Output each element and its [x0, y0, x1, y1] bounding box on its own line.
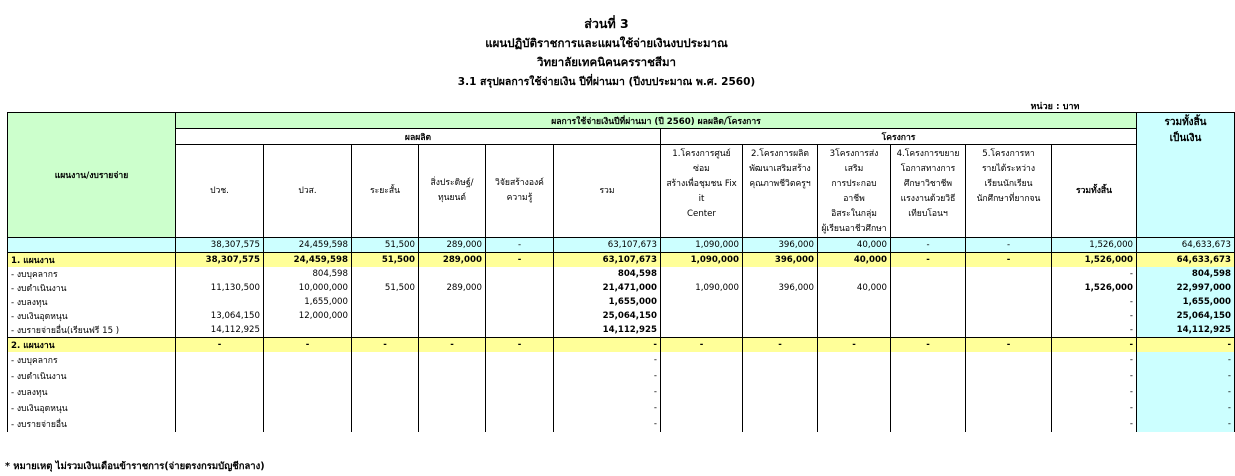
table-cell: -	[966, 238, 1052, 253]
table-cell	[966, 368, 1052, 384]
plan-column-header: แผนงาน/งบรายจ่าย	[8, 113, 176, 238]
table-cell: 1,655,000	[264, 295, 352, 309]
table-cell	[891, 416, 966, 432]
table-cell: 14,112,925	[176, 323, 264, 338]
document-titles	[0, 14, 1213, 92]
col-header-project-5: 5.โครงการหา รายได้ระหว่าง เรียนนักเรียน นักศึกษาที่ยากจน	[966, 145, 1052, 238]
table-cell	[891, 323, 966, 338]
table-cell	[264, 400, 352, 416]
col-header-vocational: ปวช.	[176, 145, 264, 238]
row-label: - งบรายจ่ายอื่น	[8, 416, 176, 432]
table-cell	[743, 323, 818, 338]
table-cell	[486, 281, 554, 295]
table-cell	[891, 267, 966, 281]
table-cell: 289,000	[419, 238, 486, 253]
table-cell: -	[1052, 267, 1137, 281]
table-cell: -	[554, 352, 661, 368]
table-cell	[419, 352, 486, 368]
table-cell: 11,130,500	[176, 281, 264, 295]
table-cell: -	[554, 384, 661, 400]
table-cell	[966, 352, 1052, 368]
section-title: ส่วนที่ 3	[584, 16, 629, 31]
table-cell	[264, 384, 352, 400]
table-cell	[818, 400, 891, 416]
table-cell	[352, 384, 419, 400]
table-cell	[661, 323, 743, 338]
table-cell: -	[891, 338, 966, 353]
table-cell	[661, 352, 743, 368]
table-cell: 1,526,000	[1052, 253, 1137, 268]
table-cell: 40,000	[818, 238, 891, 253]
table-cell: 40,000	[818, 253, 891, 268]
table-cell: 25,064,150	[554, 309, 661, 323]
table-cell: -	[1137, 416, 1235, 432]
table-cell	[419, 309, 486, 323]
budget-table	[7, 112, 1235, 432]
table-cell	[743, 384, 818, 400]
row-label: - งบเงินอุดหนุน	[8, 309, 176, 323]
table-cell	[966, 281, 1052, 295]
table-cell: 13,064,150	[176, 309, 264, 323]
table-row	[8, 400, 1235, 416]
table-cell	[966, 267, 1052, 281]
table-cell: 1,526,000	[1052, 281, 1137, 295]
summary-title: 3.1 สรุปผลการใช้จ่ายเงิน ปีที่ผ่านมา (ปีงบประมาณ พ.ศ. 2560)	[457, 75, 756, 88]
table-cell: 51,500	[352, 281, 419, 295]
table-cell: -	[419, 338, 486, 353]
table-cell: 24,459,598	[264, 238, 352, 253]
table-cell: -	[1052, 309, 1137, 323]
table-cell	[818, 295, 891, 309]
table-cell	[966, 309, 1052, 323]
table-cell	[891, 368, 966, 384]
grand-total-header: รวมทั้งสิ้น เป็นเงิน	[1137, 113, 1235, 238]
college-name: วิทยาลัยเทคนิคนครราชสีมา	[536, 55, 676, 69]
plan-label: 2. แผนงาน	[8, 338, 176, 353]
table-cell	[352, 295, 419, 309]
table-cell	[661, 384, 743, 400]
table-row-plan	[8, 338, 1235, 353]
table-cell: 51,500	[352, 253, 419, 268]
table-cell: 804,598	[554, 267, 661, 281]
table-cell	[661, 416, 743, 432]
table-cell: -	[554, 400, 661, 416]
table-cell	[486, 323, 554, 338]
table-cell: 289,000	[419, 281, 486, 295]
table-cell	[818, 416, 891, 432]
table-cell: -	[1052, 368, 1137, 384]
table-cell	[176, 352, 264, 368]
table-cell	[661, 309, 743, 323]
row-label: - งบรายจ่ายอื่น(เรียนฟรี 15 )	[8, 323, 176, 338]
row-label: - งบลงทุน	[8, 384, 176, 400]
col-header-short-course: ระยะสั้น	[352, 145, 419, 238]
table-row	[8, 309, 1235, 323]
table-cell: -	[891, 253, 966, 268]
table-cell: 804,598	[1137, 267, 1235, 281]
col-header-project-3: 3โครงการส่งเสริม การประกอบอาชีพ อิสระในกลุ่ม ผู้เรียนอาชีวศึกษา	[818, 145, 891, 238]
table-cell	[743, 309, 818, 323]
table-cell	[891, 309, 966, 323]
table-cell	[966, 416, 1052, 432]
table-cell: -	[554, 368, 661, 384]
table-cell	[891, 400, 966, 416]
table-cell: -	[176, 338, 264, 353]
table-cell: -	[1137, 384, 1235, 400]
table-row	[8, 416, 1235, 432]
table-cell	[419, 267, 486, 281]
table-cell	[743, 295, 818, 309]
table-cell	[264, 416, 352, 432]
table-cell	[352, 323, 419, 338]
table-row	[8, 368, 1235, 384]
table-cell	[743, 267, 818, 281]
table-cell: 1,090,000	[661, 281, 743, 295]
table-cell	[419, 400, 486, 416]
table-cell	[419, 384, 486, 400]
row-label: - งบบุคลากร	[8, 352, 176, 368]
table-row	[8, 267, 1235, 281]
table-cell	[818, 384, 891, 400]
table-cell	[818, 323, 891, 338]
table-cell	[8, 238, 176, 253]
col-header-high-vocational: ปวส.	[264, 145, 352, 238]
table-cell	[352, 267, 419, 281]
table-cell: -	[486, 238, 554, 253]
table-cell	[176, 416, 264, 432]
table-cell: 804,598	[264, 267, 352, 281]
table-cell: -	[554, 338, 661, 353]
projects-header: โครงการ	[661, 129, 1137, 145]
plan-title: แผนปฏิบัติราชการและแผนใช้จ่ายเงินงบประมาณ	[485, 35, 728, 50]
table-cell: -	[554, 416, 661, 432]
table-cell: -	[1052, 384, 1137, 400]
table-cell	[891, 295, 966, 309]
table-cell: -	[1137, 352, 1235, 368]
table-cell: 38,307,575	[176, 253, 264, 268]
table-cell: -	[1052, 323, 1137, 338]
table-cell	[419, 323, 486, 338]
footnote: * หมายเหตุ ไม่รวมเงินเดือนข้าราชการ(จ่ายตรงกรมบัญชีกลาง)	[5, 461, 265, 472]
table-cell: -	[1052, 295, 1137, 309]
table-cell: 24,459,598	[264, 253, 352, 268]
table-cell: 14,112,925	[554, 323, 661, 338]
row-label: - งบลงทุน	[8, 295, 176, 309]
table-cell: 51,500	[352, 238, 419, 253]
table-cell: 40,000	[818, 281, 891, 295]
table-cell	[486, 400, 554, 416]
table-cell: -	[743, 338, 818, 353]
table-cell: -	[1052, 416, 1137, 432]
table-cell	[661, 400, 743, 416]
table-cell	[891, 352, 966, 368]
table-cell: -	[1137, 368, 1235, 384]
table-cell: 289,000	[419, 253, 486, 268]
table-cell	[176, 267, 264, 281]
group-header: ผลการใช้จ่ายเงินปีที่ผ่านมา (ปี 2560) ผลผลิต/โครงการ	[176, 113, 1137, 129]
table-cell: -	[264, 338, 352, 353]
table-row	[8, 352, 1235, 368]
col-header-project-4: 4.โครงการขยาย โอกาสทางการ ศึกษาวิชาชีพ แรงงานด้วยวิธี เทียบโอนฯ	[891, 145, 966, 238]
table-row	[8, 295, 1235, 309]
table-row-total	[8, 238, 1235, 253]
table-cell	[176, 295, 264, 309]
table-cell: 1,655,000	[554, 295, 661, 309]
table-row	[8, 384, 1235, 400]
table-cell: 396,000	[743, 281, 818, 295]
table-cell	[891, 384, 966, 400]
table-cell	[661, 368, 743, 384]
table-cell	[264, 352, 352, 368]
table-cell: 38,307,575	[176, 238, 264, 253]
table-cell	[743, 352, 818, 368]
table-row	[8, 281, 1235, 295]
table-cell: 64,633,673	[1137, 238, 1235, 253]
table-cell: -	[966, 253, 1052, 268]
table-cell	[264, 368, 352, 384]
table-cell: -	[966, 338, 1052, 353]
table-cell	[966, 295, 1052, 309]
table-row-plan	[8, 253, 1235, 268]
table-cell: -	[661, 338, 743, 353]
col-header-project-total: รวมทั้งสิ้น	[1052, 145, 1137, 238]
table-cell: -	[818, 338, 891, 353]
table-cell: -	[1052, 352, 1137, 368]
table-cell: 25,064,150	[1137, 309, 1235, 323]
col-header-invention: สิ่งประดิษฐ์/ ทุนยนต์	[419, 145, 486, 238]
row-label: - งบดำเนินงาน	[8, 281, 176, 295]
table-cell	[486, 295, 554, 309]
table-cell	[818, 267, 891, 281]
table-cell	[419, 368, 486, 384]
table-cell: 22,997,000	[1137, 281, 1235, 295]
table-cell	[176, 400, 264, 416]
table-cell	[352, 352, 419, 368]
table-cell	[818, 352, 891, 368]
table-cell: -	[352, 338, 419, 353]
table-cell	[352, 368, 419, 384]
table-row	[8, 323, 1235, 338]
table-cell: 63,107,673	[554, 238, 661, 253]
table-cell: 64,633,673	[1137, 253, 1235, 268]
table-cell: 1,526,000	[1052, 238, 1137, 253]
row-label: - งบบุคลากร	[8, 267, 176, 281]
col-header-research: วิจัยสร้างองค์ ความรู้	[486, 145, 554, 238]
col-header-project-1: 1.โครงการศูนย์ซ่อม สร้างเพื่อชุมชน Fix it Center	[661, 145, 743, 238]
table-cell: 63,107,673	[554, 253, 661, 268]
table-cell: 12,000,000	[264, 309, 352, 323]
table-cell	[486, 309, 554, 323]
table-cell	[264, 323, 352, 338]
table-cell: -	[486, 253, 554, 268]
table-cell: 396,000	[743, 253, 818, 268]
table-cell	[486, 352, 554, 368]
table-cell: -	[1137, 400, 1235, 416]
table-cell	[176, 368, 264, 384]
row-label: - งบดำเนินงาน	[8, 368, 176, 384]
table-cell	[743, 400, 818, 416]
table-cell	[486, 384, 554, 400]
row-label: - งบเงินอุดหนุน	[8, 400, 176, 416]
table-cell: -	[486, 338, 554, 353]
table-cell	[352, 309, 419, 323]
col-header-project-2: 2.โครงการผลิต พัฒนาเสริมสร้าง คุณภาพชีวิตครูฯ	[743, 145, 818, 238]
table-cell	[419, 295, 486, 309]
table-cell: 396,000	[743, 238, 818, 253]
table-cell	[419, 416, 486, 432]
table-cell	[891, 281, 966, 295]
table-cell	[352, 416, 419, 432]
table-cell: 1,090,000	[661, 253, 743, 268]
plan-label: 1. แผนงาน	[8, 253, 176, 268]
table-cell: 10,000,000	[264, 281, 352, 295]
table-cell: 14,112,925	[1137, 323, 1235, 338]
table-cell	[176, 384, 264, 400]
col-header-output-total: รวม	[554, 145, 661, 238]
unit-label: หน่วย : บาท	[1030, 102, 1080, 112]
table-cell	[966, 400, 1052, 416]
table-cell	[486, 368, 554, 384]
table-cell: 21,471,000	[554, 281, 661, 295]
outputs-header: ผลผลิต	[176, 129, 661, 145]
table-cell	[743, 416, 818, 432]
table-cell	[661, 267, 743, 281]
table-cell	[966, 323, 1052, 338]
table-cell: 1,090,000	[661, 238, 743, 253]
table-cell	[743, 368, 818, 384]
table-cell: -	[891, 238, 966, 253]
table-cell	[818, 368, 891, 384]
table-cell	[966, 384, 1052, 400]
table-cell: 1,655,000	[1137, 295, 1235, 309]
table-cell	[352, 400, 419, 416]
table-cell: -	[1052, 400, 1137, 416]
table-cell	[486, 416, 554, 432]
table-cell	[661, 295, 743, 309]
table-cell: -	[1137, 338, 1235, 353]
table-cell	[486, 267, 554, 281]
table-cell	[818, 309, 891, 323]
table-cell: -	[1052, 338, 1137, 353]
